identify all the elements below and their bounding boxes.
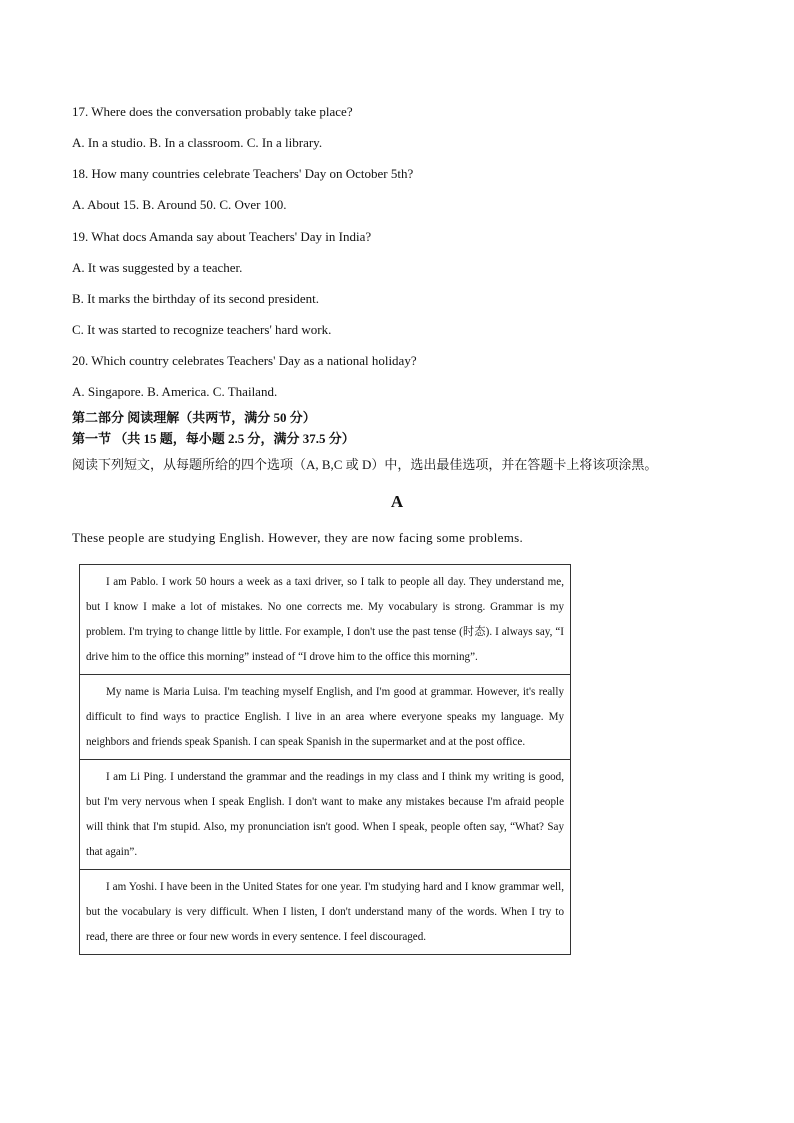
passage-cell-pablo [80, 565, 570, 674]
question-text: 18. How many countries celebrate Teachers' Day on October 5th? [72, 166, 414, 181]
passage-table [79, 564, 571, 955]
reading-instruction: 阅读下列短文，从每题所给的四个选项（A, B,C 或 D）中，选出最佳选项，并在答题卡上将该项涂黑。 [72, 457, 658, 472]
passage-text: I am Li Ping. I understand the grammar and the readings in my class and I think my writing is good, but I'm very nervous when I speak English. I don't want to make any mistakes because I'm afraid people will think that I'm stupid. Also, my pronunciation isn't good. When I speak, people often say, “What? Say that again”. [86, 771, 564, 858]
answer-options: A. About 15. B. Around 50. C. Over 100. [72, 197, 287, 212]
passage-cell-yoshi [80, 869, 570, 954]
question-text: 17. Where does the conversation probably take place? [72, 104, 353, 119]
answer-options: A. In a studio. B. In a classroom. C. In a library. [72, 135, 323, 150]
passage-cell-maria-luisa [80, 674, 570, 759]
passage-text: My name is Maria Luisa. I'm teaching myself English, and I'm good at grammar. However, it's really difficult to find ways to practice English. I live in an area where everyone speaks my language. My neighbors and friends speak Spanish. I can speak Spanish in the supermarket and at the post office. [86, 686, 564, 748]
section-one-heading: 第一节 （共 15 题，每小题 2.5 分，满分 37.5 分） [72, 431, 355, 446]
answer-option-a: A. It was suggested by a teacher. [72, 260, 243, 275]
question-text: 19. What docs Amanda say about Teachers' Day in India? [72, 229, 372, 244]
part-two-heading: 第二部分 阅读理解（共两节，满分 50 分） [72, 410, 316, 425]
passage-title: A [390, 492, 404, 511]
passage-text: I am Pablo. I work 50 hours a week as a taxi driver, so I talk to people all day. They understand me, but I know I make a lot of mistakes. No one corrects me. My vocabulary is strong. Grammar is my problem. I'm trying to change little by little. For example, I don't use the past tense (时态). I always say, “I drive him to the office this morning” instead of “I drove him to the office this morning”. [86, 576, 564, 663]
passage-text: I am Yoshi. I have been in the United States for one year. I'm studying hard and I know grammar well, but the vocabulary is very difficult. When I listen, I don't understand many of the words. When I try to read, there are three or four new words in every sentence. I feel discouraged. [86, 881, 564, 943]
answer-options: A. Singapore. B. America. C. Thailand. [72, 384, 278, 399]
question-text: 20. Which country celebrates Teachers' Day as a national holiday? [72, 353, 417, 368]
passage-cell-li-ping [80, 759, 570, 869]
answer-option-b: B. It marks the birthday of its second president. [72, 291, 319, 306]
answer-option-c: C. It was started to recognize teachers' hard work. [72, 322, 332, 337]
passage-intro: These people are studying English. However, they are now facing some problems. [72, 530, 524, 545]
